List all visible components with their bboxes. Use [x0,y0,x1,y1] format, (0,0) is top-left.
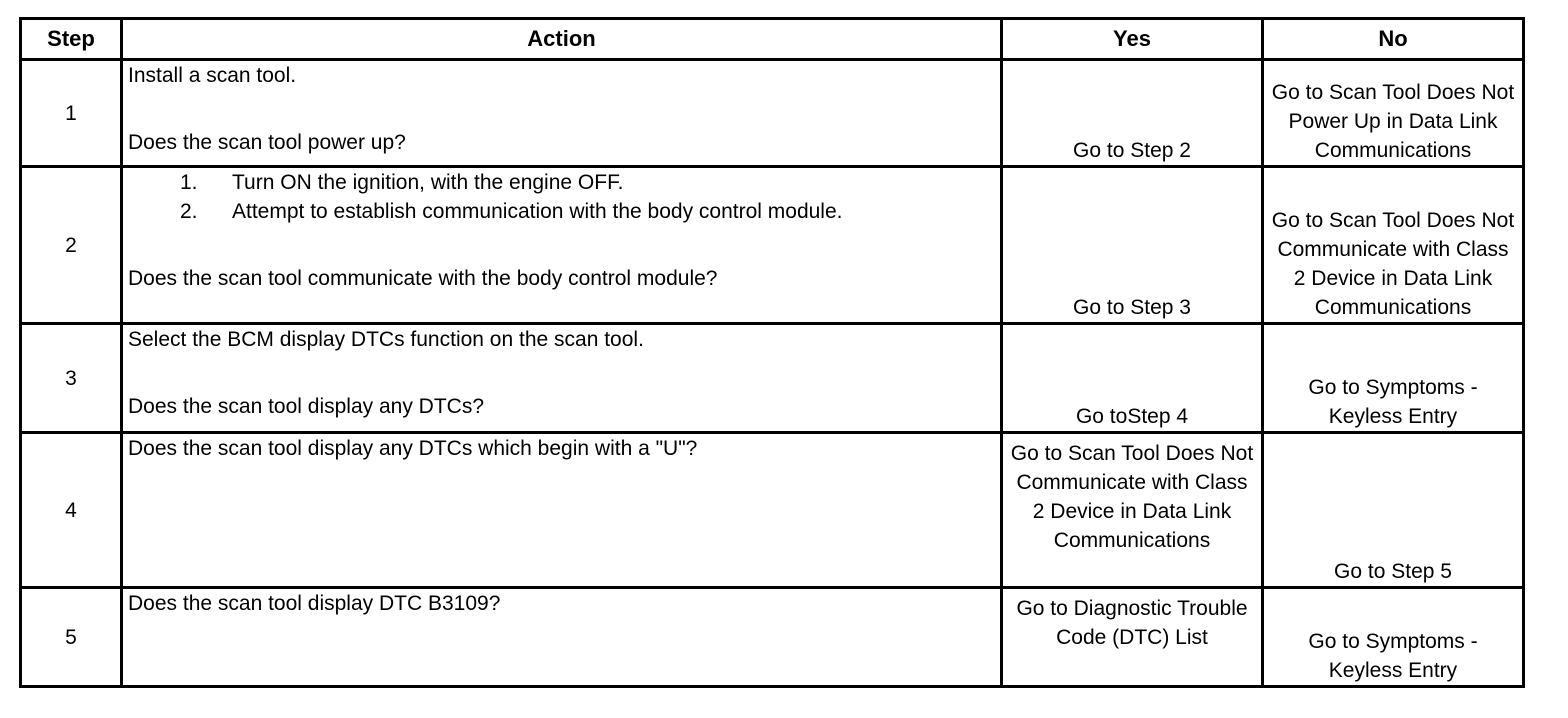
action-intro: Install a scan tool. [128,64,297,87]
step-number: 1 [21,60,122,167]
list-item-text: Turn ON the ignition, with the engine OFF. [232,171,624,194]
step-number: 2 [21,167,122,324]
table-row [21,588,1524,687]
list-item [128,197,995,226]
header-no: No [1263,19,1524,60]
yes-cell: Go to Diagnostic Trouble Code (DTC) List [1002,588,1263,687]
action-question: Does the scan tool display any DTCs? [128,395,485,418]
step-number: 3 [21,324,122,433]
list-item-text: Attempt to establish communication with the body control module. [232,200,843,223]
yes-cell: Go to Step 3 [1002,167,1263,324]
list-item-number: 1. [180,171,198,194]
no-cell: Go to Scan Tool Does Not Power Up in Data Link Communications [1263,60,1524,167]
diagnostic-table [19,17,1525,688]
header-yes: Yes [1002,19,1263,60]
yes-cell: Go to Step 2 [1002,60,1263,167]
header-action: Action [122,19,1002,60]
action-question: Does the scan tool communicate with the body control module? [128,267,718,290]
header-step: Step [21,19,122,60]
action-question: Does the scan tool display DTC B3109? [128,592,501,615]
action-question: Does the scan tool power up? [128,131,406,154]
header-row [21,19,1524,60]
yes-cell: Go to Scan Tool Does Not Communicate with Class 2 Device in Data Link Communications [1002,433,1263,588]
action-cell [122,60,1002,167]
action-question: Does the scan tool display any DTCs which begin with a "U"? [128,437,698,460]
step-number: 5 [21,588,122,687]
action-cell [122,167,1002,324]
table-row [21,167,1524,324]
list-item-number: 2. [180,200,198,223]
action-cell [122,588,1002,687]
action-cell [122,324,1002,433]
no-cell: Go to Symptoms - Keyless Entry [1263,324,1524,433]
no-cell: Go to Step 5 [1263,433,1524,588]
step-number: 4 [21,433,122,588]
table-row [21,324,1524,433]
no-cell: Go to Symptoms - Keyless Entry [1263,588,1524,687]
action-step-list [128,168,995,226]
yes-cell: Go toStep 4 [1002,324,1263,433]
action-cell [122,433,1002,588]
table-row [21,433,1524,588]
no-cell: Go to Scan Tool Does Not Communicate with Class 2 Device in Data Link Communications [1263,167,1524,324]
action-intro: Select the BCM display DTCs function on the scan tool. [128,328,644,351]
table-row [21,60,1524,167]
list-item [128,168,995,197]
